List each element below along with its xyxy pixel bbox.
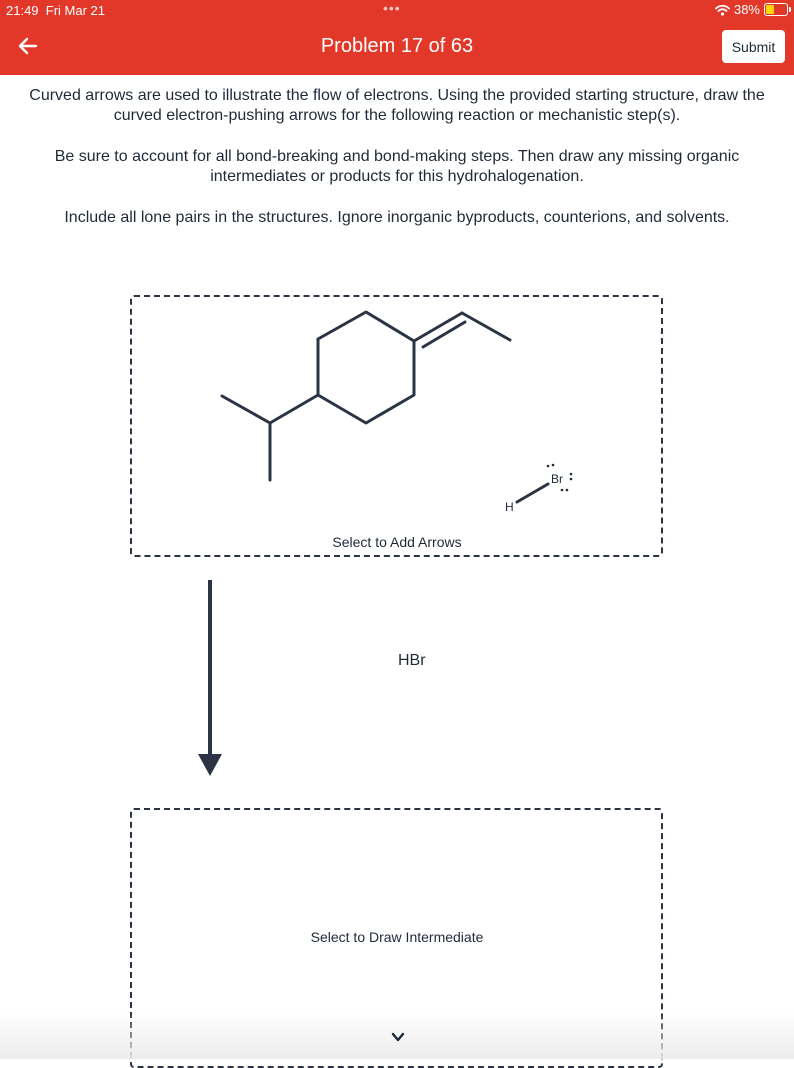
instruction-paragraph-3: Include all lone pairs in the structures. Ignore inorganic byproducts, counterions, and solvents. — [64, 209, 730, 226]
instruction-paragraph-1: Curved arrows are used to illustrate the flow of electrons. Using the provided starting structure, draw the curved electron-pushing arrows for the following reaction or mechanistic step(s). — [29, 87, 765, 124]
instructions — [20, 86, 774, 228]
reagent-label: HBr — [398, 652, 426, 669]
battery-icon — [764, 3, 788, 16]
add-arrows-canvas[interactable] — [130, 295, 663, 557]
add-arrows-label[interactable]: Select to Add Arrows — [332, 534, 462, 550]
status-right — [715, 2, 788, 17]
draw-intermediate-label[interactable]: Select to Draw Intermediate — [310, 929, 484, 945]
submit-button[interactable]: Submit — [722, 30, 785, 63]
status-time: 21:49 Fri Mar 21 — [6, 3, 106, 18]
app-header — [0, 0, 794, 75]
multitasking-dots-icon[interactable]: ••• — [383, 0, 401, 16]
reaction-arrow — [190, 578, 230, 778]
chevron-down-icon[interactable] — [390, 1028, 406, 1046]
wifi-icon — [715, 4, 730, 16]
instruction-paragraph-2: Be sure to account for all bond-breaking and bond-making steps. Then draw any missing organic intermediates or products for this hydrohalogenation. — [54, 148, 740, 185]
hydrogen-atom: H — [505, 500, 514, 514]
bromine-atom: Br — [551, 472, 563, 486]
page-title: Problem 17 of 63 — [320, 35, 474, 57]
battery-percent: 38% — [733, 2, 760, 17]
